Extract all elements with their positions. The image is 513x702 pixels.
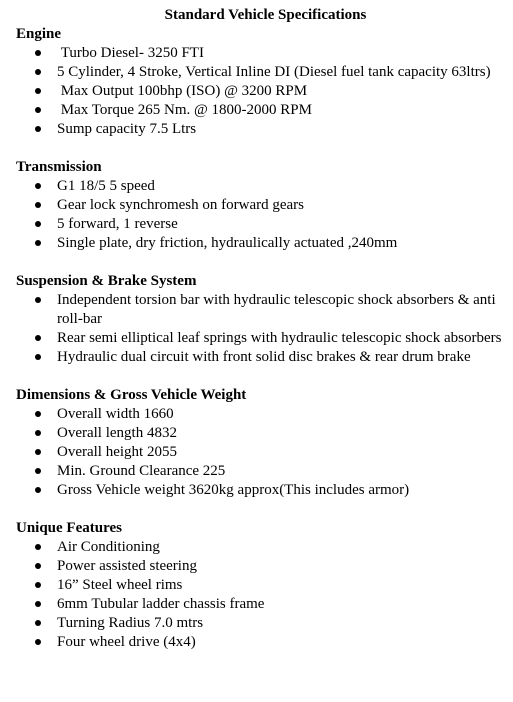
bullet-list: [16, 44, 503, 139]
section-dimensions-weight: [16, 386, 503, 500]
section-suspension-brake: [16, 272, 503, 367]
list-item-text: Gross Vehicle weight 3620kg approx(This includes armor): [57, 482, 410, 498]
list-item: [16, 234, 503, 253]
list-item-text: Overall height 2055: [57, 444, 177, 460]
list-item-text: G1 18/5 5 speed: [57, 178, 155, 194]
section-heading: Suspension & Brake System: [16, 273, 197, 289]
list-item: [16, 576, 503, 595]
list-item-text: 16” Steel wheel rims: [57, 577, 183, 593]
list-item: [16, 462, 503, 481]
bullet-list: [16, 291, 503, 367]
list-item: [16, 177, 503, 196]
list-item-text: Overall width 1660: [57, 406, 174, 422]
list-item-text: Four wheel drive (4x4): [57, 634, 196, 650]
list-item-text: 6mm Tubular ladder chassis frame: [57, 596, 265, 612]
list-item-text: Turbo Diesel- 3250 FTI: [57, 45, 204, 61]
section-engine: [16, 25, 503, 139]
section-heading: Dimensions & Gross Vehicle Weight: [16, 387, 247, 403]
list-item: [16, 63, 503, 82]
list-item: [16, 82, 503, 101]
list-item-text: Hydraulic dual circuit with front solid disc brakes & rear drum brake: [57, 349, 471, 365]
list-item: [16, 329, 503, 348]
section-transmission: [16, 158, 503, 253]
list-item-text: Independent torsion bar with hydraulic telescopic shock absorbers & anti roll-bar: [57, 292, 496, 327]
list-item-text: Air Conditioning: [57, 539, 160, 555]
list-item-text: Sump capacity 7.5 Ltrs: [57, 121, 197, 137]
list-item: [16, 291, 503, 329]
list-item-text: 5 forward, 1 reverse: [57, 216, 178, 232]
list-item: [16, 595, 503, 614]
list-item-text: Single plate, dry friction, hydraulically actuated ,240mm: [57, 235, 398, 251]
list-item: [16, 614, 503, 633]
list-item: [16, 120, 503, 139]
list-item-text: Power assisted steering: [57, 558, 197, 574]
list-item: [16, 633, 503, 652]
bullet-list: [16, 405, 503, 500]
list-item: [16, 424, 503, 443]
document-title: Standard Vehicle Specifications: [164, 7, 367, 23]
list-item: [16, 215, 503, 234]
list-item: [16, 443, 503, 462]
bullet-list: [16, 538, 503, 652]
list-item-text: Min. Ground Clearance 225: [57, 463, 226, 479]
list-item-text: Rear semi elliptical leaf springs with hydraulic telescopic shock absorbers: [57, 330, 502, 346]
list-item-text: Max Torque 265 Nm. @ 1800-2000 RPM: [57, 102, 312, 118]
list-item: [16, 348, 503, 367]
list-item-text: Turning Radius 7.0 mtrs: [57, 615, 204, 631]
list-item: [16, 538, 503, 557]
list-item-text: 5 Cylinder, 4 Stroke, Vertical Inline DI (Diesel fuel tank capacity 63ltrs): [57, 64, 491, 80]
list-item-text: Max Output 100bhp (ISO) @ 3200 RPM: [57, 83, 308, 99]
list-item: [16, 44, 503, 63]
section-heading: Engine: [16, 26, 62, 42]
section-unique-features: [16, 519, 503, 652]
list-item-text: Gear lock synchromesh on forward gears: [57, 197, 304, 213]
list-item: [16, 101, 503, 120]
section-heading: Transmission: [16, 159, 102, 175]
list-item: [16, 196, 503, 215]
bullet-list: [16, 177, 503, 253]
list-item: [16, 481, 503, 500]
section-heading: Unique Features: [16, 520, 122, 536]
list-item-text: Overall length 4832: [57, 425, 177, 441]
list-item: [16, 557, 503, 576]
list-item: [16, 405, 503, 424]
